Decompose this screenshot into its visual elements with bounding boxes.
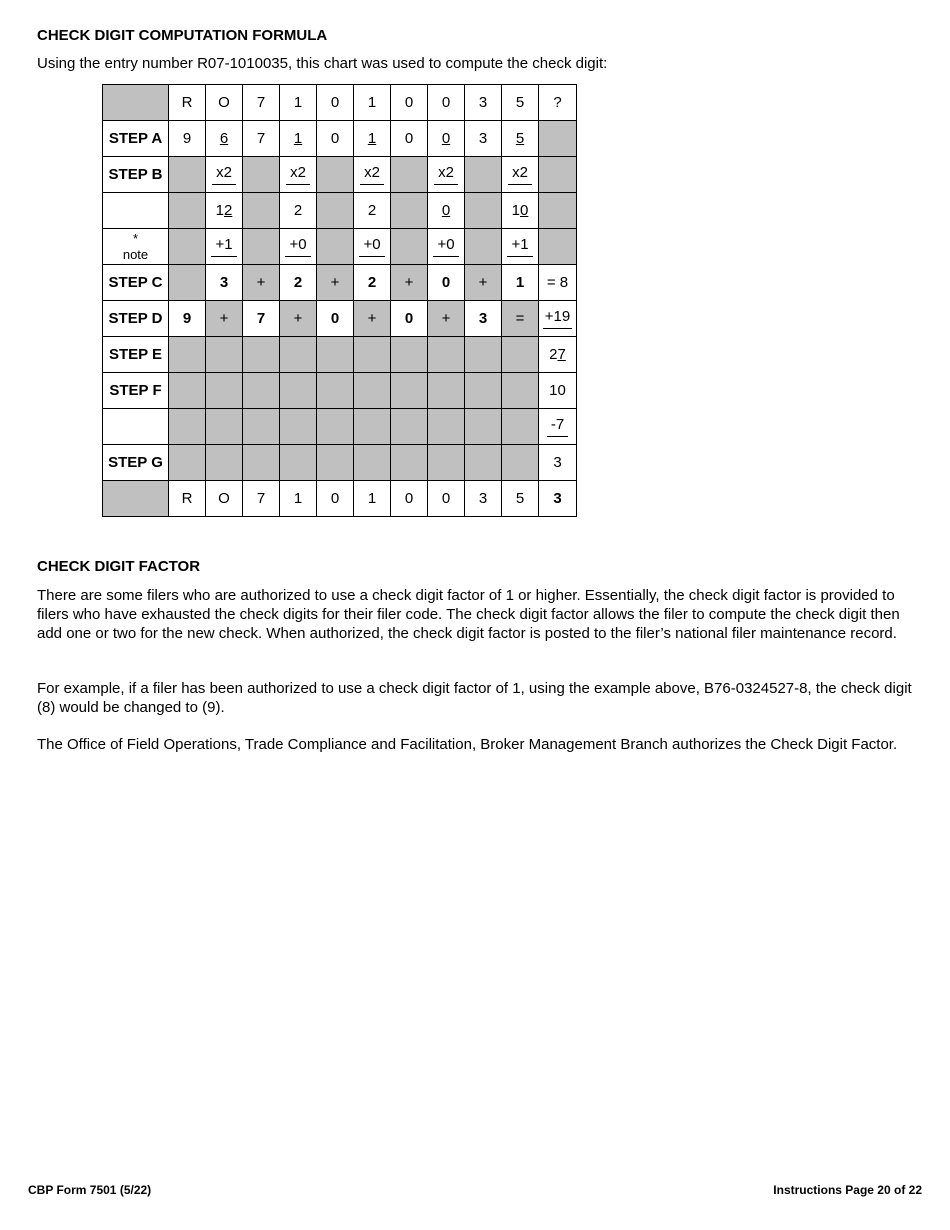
product-value: 0 xyxy=(441,201,451,219)
step-a-cell: 3 xyxy=(465,121,502,157)
blank-label-cell xyxy=(103,193,169,229)
result-cell: R xyxy=(169,481,206,517)
table-row-header xyxy=(103,85,577,121)
shaded-cell xyxy=(317,157,354,193)
step-a-value: 0 xyxy=(441,129,451,147)
table-row-step-d xyxy=(103,301,577,337)
underlined-digit: 2 xyxy=(224,201,233,219)
shaded-cell xyxy=(428,409,465,445)
table-row-subtract xyxy=(103,409,577,445)
shaded-cell xyxy=(465,229,502,265)
header-cell: 0 xyxy=(317,85,354,121)
add-cell xyxy=(206,229,243,265)
plus-cell: + xyxy=(465,265,502,301)
digit: 1 xyxy=(511,201,520,219)
shaded-cell xyxy=(539,229,577,265)
shaded-cell xyxy=(465,193,502,229)
shaded-cell xyxy=(280,337,317,373)
shaded-cell xyxy=(502,445,539,481)
add-cell xyxy=(428,229,465,265)
step-c-value: 3 xyxy=(206,265,243,301)
shaded-cell xyxy=(502,409,539,445)
shaded-cell xyxy=(465,445,502,481)
multiplier: x2 xyxy=(434,164,458,185)
add-value: +1 xyxy=(507,236,532,257)
step-c-label: STEP C xyxy=(108,273,163,291)
step-b-label: STEP B xyxy=(108,165,163,183)
step-a-cell xyxy=(354,121,391,157)
shaded-cell xyxy=(280,373,317,409)
page-title: CHECK DIGIT COMPUTATION FORMULA xyxy=(37,27,328,44)
table-row-note xyxy=(103,229,577,265)
shaded-cell xyxy=(465,157,502,193)
table-row-step-f xyxy=(103,373,577,409)
result-cell: O xyxy=(206,481,243,517)
header-cell: ? xyxy=(539,85,577,121)
shaded-cell xyxy=(206,373,243,409)
step-a-value: 5 xyxy=(515,129,525,147)
step-a-value: 1 xyxy=(367,129,377,147)
multiplier: x2 xyxy=(360,164,384,185)
shaded-cell xyxy=(169,445,206,481)
result-cell: 1 xyxy=(280,481,317,517)
header-cell: 0 xyxy=(428,85,465,121)
step-e-label: STEP E xyxy=(108,345,163,363)
result-cell: 7 xyxy=(243,481,280,517)
shaded-cell xyxy=(169,157,206,193)
table-row-step-g xyxy=(103,445,577,481)
header-cell: O xyxy=(206,85,243,121)
plus-cell: + xyxy=(206,301,243,337)
intro-text: Using the entry number R07-1010035, this chart was used to compute the check digit: xyxy=(37,55,608,72)
shaded-cell xyxy=(391,229,428,265)
underlined-digit: 7 xyxy=(557,345,566,363)
multiplier-cell xyxy=(206,157,243,193)
header-cell: R xyxy=(169,85,206,121)
footer-form-number: CBP Form 7501 (5/22) xyxy=(28,1183,152,1197)
add-value: +0 xyxy=(359,236,384,257)
check-digit-result: 3 xyxy=(539,481,577,517)
step-label-cell xyxy=(103,121,169,157)
result-cell: 5 xyxy=(502,481,539,517)
shaded-cell xyxy=(539,157,577,193)
shaded-cell xyxy=(428,445,465,481)
result-cell: 0 xyxy=(391,481,428,517)
shaded-cell xyxy=(391,337,428,373)
shaded-cell xyxy=(169,373,206,409)
multiplier: x2 xyxy=(508,164,532,185)
step-d-total-cell xyxy=(539,301,577,337)
multiplier-cell xyxy=(502,157,539,193)
shaded-cell xyxy=(354,445,391,481)
paragraph: The Office of Field Operations, Trade Compliance and Facilitation, Broker Management Branch authorizes the Check Digit Factor. xyxy=(37,736,898,753)
paragraph: There are some filers who are authorized to use a check digit factor of 1 or higher. Essentially, the check digit factor is provided to filers who have exhausted the check digits for their filer code. The check digit factor allows the filer to compute the check digit then add one or two for the new check. When authorized, the check digit factor is posted to the filer’s national filer maintenance record. xyxy=(37,587,900,642)
table-row-step-b xyxy=(103,157,577,193)
shaded-cell xyxy=(465,409,502,445)
shaded-cell xyxy=(243,157,280,193)
table-row-products xyxy=(103,193,577,229)
note-label-cell xyxy=(103,229,169,265)
shaded-cell xyxy=(391,445,428,481)
shaded-cell xyxy=(243,445,280,481)
plus-cell: + xyxy=(354,301,391,337)
shaded-cell xyxy=(539,193,577,229)
step-label-cell xyxy=(103,373,169,409)
multiplier-cell xyxy=(354,157,391,193)
shaded-cell xyxy=(317,445,354,481)
step-f-label: STEP F xyxy=(109,381,162,399)
step-label-cell xyxy=(103,445,169,481)
plus-cell: + xyxy=(280,301,317,337)
underlined-digit: 0 xyxy=(520,201,529,219)
header-cell: 1 xyxy=(354,85,391,121)
step-d-value: 0 xyxy=(391,301,428,337)
shaded-cell xyxy=(206,337,243,373)
header-cell: 0 xyxy=(391,85,428,121)
blank-label-cell xyxy=(103,409,169,445)
product-cell: 2 xyxy=(280,193,317,229)
add-value: +0 xyxy=(433,236,458,257)
shaded-cell xyxy=(539,121,577,157)
check-digit-table xyxy=(102,84,577,517)
step-label-cell xyxy=(103,301,169,337)
shaded-cell xyxy=(243,337,280,373)
step-d-value: 7 xyxy=(243,301,280,337)
shaded-cell xyxy=(391,409,428,445)
result-cell: 0 xyxy=(428,481,465,517)
shaded-cell xyxy=(169,265,206,301)
footer-page-number: Instructions Page 20 of 22 xyxy=(773,1183,922,1197)
step-a-cell xyxy=(502,121,539,157)
header-cell: 5 xyxy=(502,85,539,121)
step-g-value: 3 xyxy=(539,445,577,481)
product-cell xyxy=(502,193,539,229)
header-cell: 7 xyxy=(243,85,280,121)
step-d-value: 3 xyxy=(465,301,502,337)
shaded-cell xyxy=(206,409,243,445)
shaded-cell xyxy=(428,373,465,409)
note-star: * xyxy=(132,230,139,246)
result-cell: 0 xyxy=(317,481,354,517)
shaded-cell xyxy=(391,193,428,229)
add-cell xyxy=(354,229,391,265)
shaded-cell xyxy=(169,193,206,229)
result-cell: 1 xyxy=(354,481,391,517)
step-a-label: STEP A xyxy=(108,129,163,147)
plus-cell: + xyxy=(317,265,354,301)
shaded-cell xyxy=(317,229,354,265)
digit: 1 xyxy=(215,201,224,219)
add-cell xyxy=(502,229,539,265)
product-cell: 2 xyxy=(354,193,391,229)
shaded-cell xyxy=(465,373,502,409)
step-a-cell: 9 xyxy=(169,121,206,157)
equals-cell: = xyxy=(502,301,539,337)
step-c-value: 2 xyxy=(354,265,391,301)
shaded-cell xyxy=(317,373,354,409)
header-cell: 1 xyxy=(280,85,317,121)
section-title-check-digit-factor: CHECK DIGIT FACTOR xyxy=(37,558,201,575)
step-a-cell xyxy=(280,121,317,157)
shaded-cell xyxy=(169,409,206,445)
step-d-total: +19 xyxy=(543,308,572,329)
step-c-value: 2 xyxy=(280,265,317,301)
shaded-cell xyxy=(391,157,428,193)
step-d-label: STEP D xyxy=(108,309,163,327)
table-row-step-a xyxy=(103,121,577,157)
table-row-step-e xyxy=(103,337,577,373)
shaded-cell xyxy=(317,337,354,373)
paragraph: For example, if a filer has been authorized to use a check digit factor of 1, using the example above, B76-0324527-8, the check digit (8) would be changed to (9). xyxy=(37,680,912,716)
step-a-cell: 0 xyxy=(391,121,428,157)
corner-cell xyxy=(103,481,169,517)
step-a-value: 6 xyxy=(219,129,229,147)
shaded-cell xyxy=(354,373,391,409)
shaded-cell xyxy=(169,337,206,373)
step-d-value: 9 xyxy=(169,301,206,337)
subtract-cell xyxy=(539,409,577,445)
shaded-cell xyxy=(428,337,465,373)
step-g-label: STEP G xyxy=(108,453,163,471)
step-f-value: 10 xyxy=(539,373,577,409)
step-a-cell xyxy=(428,121,465,157)
step-c-value: 1 xyxy=(502,265,539,301)
shaded-cell xyxy=(206,445,243,481)
plus-cell: + xyxy=(428,301,465,337)
shaded-cell xyxy=(243,409,280,445)
digit: 2 xyxy=(549,345,558,363)
multiplier: x2 xyxy=(286,164,310,185)
corner-cell xyxy=(103,85,169,121)
step-a-cell: 0 xyxy=(317,121,354,157)
step-d-value: 0 xyxy=(317,301,354,337)
multiplier-cell xyxy=(280,157,317,193)
note-label: note xyxy=(122,246,149,262)
step-a-cell xyxy=(206,121,243,157)
result-cell: 3 xyxy=(465,481,502,517)
step-a-value: 1 xyxy=(293,129,303,147)
shaded-cell xyxy=(391,373,428,409)
product-cell xyxy=(206,193,243,229)
multiplier-cell xyxy=(428,157,465,193)
step-c-total: = 8 xyxy=(539,265,577,301)
shaded-cell xyxy=(243,373,280,409)
product-cell xyxy=(428,193,465,229)
table-row-result xyxy=(103,481,577,517)
step-label-cell xyxy=(103,337,169,373)
shaded-cell xyxy=(169,229,206,265)
shaded-cell xyxy=(317,409,354,445)
shaded-cell xyxy=(354,337,391,373)
add-cell xyxy=(280,229,317,265)
step-c-value: 0 xyxy=(428,265,465,301)
shaded-cell xyxy=(280,409,317,445)
plus-cell: + xyxy=(391,265,428,301)
step-a-cell: 7 xyxy=(243,121,280,157)
step-e-value xyxy=(539,337,577,373)
table-row-step-c xyxy=(103,265,577,301)
shaded-cell xyxy=(502,337,539,373)
shaded-cell xyxy=(502,373,539,409)
shaded-cell xyxy=(280,445,317,481)
add-value: +0 xyxy=(285,236,310,257)
step-label-cell xyxy=(103,265,169,301)
multiplier: x2 xyxy=(212,164,236,185)
step-label-cell xyxy=(103,157,169,193)
header-cell: 3 xyxy=(465,85,502,121)
subtract-value: -7 xyxy=(547,416,568,437)
add-value: +1 xyxy=(211,236,236,257)
shaded-cell xyxy=(243,229,280,265)
shaded-cell xyxy=(243,193,280,229)
shaded-cell xyxy=(354,409,391,445)
shaded-cell xyxy=(317,193,354,229)
plus-cell: + xyxy=(243,265,280,301)
shaded-cell xyxy=(465,337,502,373)
